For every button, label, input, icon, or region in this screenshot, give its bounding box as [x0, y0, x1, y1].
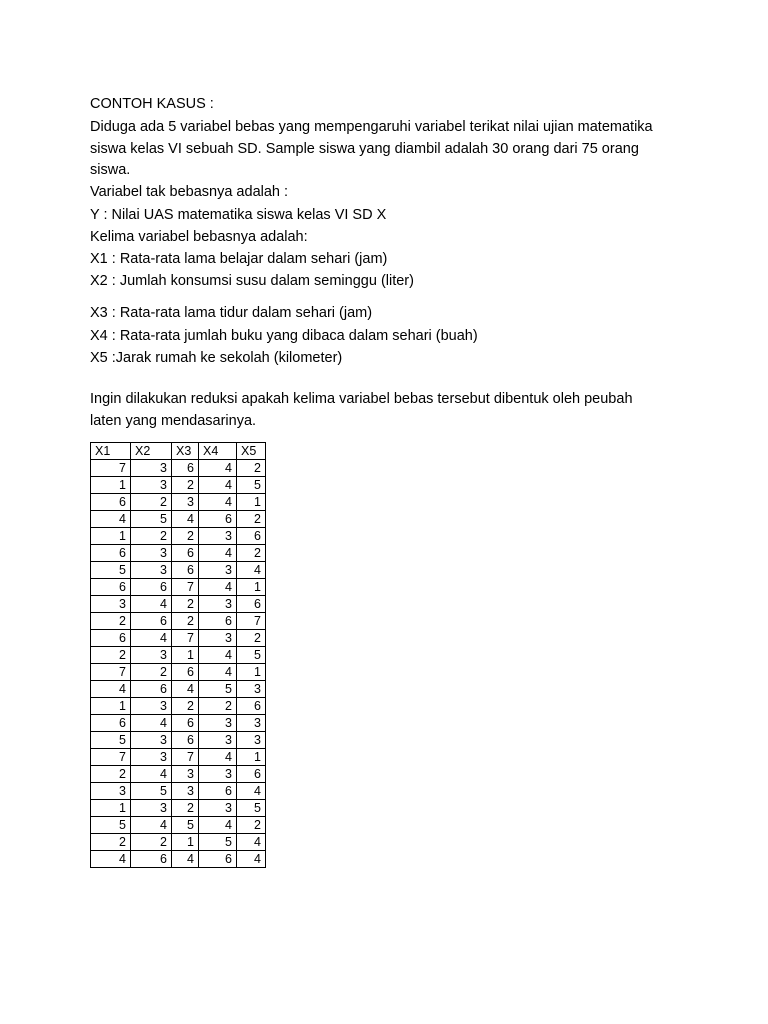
table-row: [91, 766, 266, 783]
table-cell-x3: 2: [172, 613, 199, 630]
table-cell-x2: 3: [131, 647, 172, 664]
paragraph-line: Diduga ada 5 variabel bebas yang mempengaruhi variabel terikat nilai ujian matematika: [90, 119, 653, 135]
table-cell-x1: 1: [91, 800, 131, 817]
table-cell-x2: 2: [131, 494, 172, 511]
table-cell-x4: 4: [199, 817, 237, 834]
table-cell-x2: 5: [131, 783, 172, 800]
table-cell-x3: 6: [172, 545, 199, 562]
table-cell-x1: 7: [91, 664, 131, 681]
table-cell-x1: 4: [91, 681, 131, 698]
table-cell-x2: 2: [131, 528, 172, 545]
table-cell-x4: 3: [199, 562, 237, 579]
table-row: [91, 630, 266, 647]
table-row: [91, 562, 266, 579]
table-cell-x5: 7: [237, 613, 266, 630]
paragraph-line: laten yang mendasarinya.: [90, 413, 257, 429]
table-cell-x3: 7: [172, 630, 199, 647]
column-header-x3: X3: [172, 443, 199, 460]
table-cell-x3: 2: [172, 477, 199, 494]
table-cell-x1: 2: [91, 834, 131, 851]
table-cell-x1: 5: [91, 732, 131, 749]
variable-x1: X1 : Rata-rata lama belajar dalam sehari (jam): [90, 251, 388, 267]
table-cell-x1: 7: [91, 460, 131, 477]
table-row: [91, 494, 266, 511]
table-cell-x4: 3: [199, 766, 237, 783]
table-cell-x4: 6: [199, 851, 237, 868]
table-cell-x2: 4: [131, 766, 172, 783]
table-cell-x3: 1: [172, 834, 199, 851]
table-cell-x4: 4: [199, 545, 237, 562]
table-cell-x5: 2: [237, 817, 266, 834]
table-cell-x5: 1: [237, 579, 266, 596]
table-cell-x5: 4: [237, 783, 266, 800]
table-cell-x3: 4: [172, 851, 199, 868]
table-cell-x3: 2: [172, 698, 199, 715]
table-cell-x1: 6: [91, 630, 131, 647]
table-row: [91, 647, 266, 664]
table-cell-x2: 3: [131, 749, 172, 766]
table-cell-x4: 3: [199, 596, 237, 613]
table-cell-x3: 1: [172, 647, 199, 664]
table-cell-x2: 6: [131, 681, 172, 698]
table-cell-x3: 6: [172, 460, 199, 477]
table-cell-x5: 6: [237, 698, 266, 715]
table-row: [91, 511, 266, 528]
table-cell-x1: 6: [91, 545, 131, 562]
table-cell-x1: 2: [91, 647, 131, 664]
table-cell-x1: 3: [91, 783, 131, 800]
table-cell-x3: 2: [172, 528, 199, 545]
column-header-x4: X4: [199, 443, 237, 460]
table-cell-x5: 2: [237, 630, 266, 647]
table-cell-x5: 1: [237, 749, 266, 766]
table-cell-x2: 4: [131, 715, 172, 732]
table-cell-x4: 4: [199, 579, 237, 596]
table-cell-x3: 6: [172, 732, 199, 749]
table-cell-x2: 4: [131, 630, 172, 647]
table-cell-x4: 3: [199, 630, 237, 647]
table-cell-x1: 6: [91, 579, 131, 596]
table-cell-x3: 6: [172, 562, 199, 579]
table-cell-x5: 1: [237, 664, 266, 681]
table-cell-x4: 2: [199, 698, 237, 715]
table-cell-x3: 5: [172, 817, 199, 834]
table-cell-x4: 3: [199, 732, 237, 749]
table-cell-x5: 2: [237, 460, 266, 477]
table-cell-x1: 7: [91, 749, 131, 766]
table-cell-x3: 3: [172, 783, 199, 800]
table-row: [91, 596, 266, 613]
table-cell-x5: 6: [237, 766, 266, 783]
table-cell-x5: 5: [237, 647, 266, 664]
table-cell-x2: 3: [131, 698, 172, 715]
table-cell-x5: 2: [237, 545, 266, 562]
table-cell-x4: 6: [199, 783, 237, 800]
data-table-body: [91, 443, 266, 868]
table-row: [91, 800, 266, 817]
table-cell-x4: 5: [199, 834, 237, 851]
table-row: [91, 460, 266, 477]
variable-x2: X2 : Jumlah konsumsi susu dalam seminggu (liter): [90, 273, 414, 289]
column-header-x1: X1: [91, 443, 131, 460]
table-cell-x4: 4: [199, 664, 237, 681]
table-cell-x5: 6: [237, 596, 266, 613]
table-cell-x1: 1: [91, 528, 131, 545]
data-table: [90, 442, 266, 868]
table-cell-x2: 4: [131, 596, 172, 613]
table-cell-x3: 4: [172, 511, 199, 528]
table-cell-x1: 2: [91, 613, 131, 630]
table-cell-x2: 3: [131, 477, 172, 494]
column-header-x5: X5: [237, 443, 266, 460]
table-cell-x5: 1: [237, 494, 266, 511]
table-cell-x4: 3: [199, 800, 237, 817]
table-cell-x2: 3: [131, 732, 172, 749]
table-cell-x5: 4: [237, 851, 266, 868]
table-row: [91, 732, 266, 749]
table-row: [91, 613, 266, 630]
table-cell-x1: 1: [91, 698, 131, 715]
table-cell-x1: 4: [91, 511, 131, 528]
table-cell-x4: 5: [199, 681, 237, 698]
table-row: [91, 715, 266, 732]
table-cell-x3: 2: [172, 596, 199, 613]
column-header-x2: X2: [131, 443, 172, 460]
table-row: [91, 579, 266, 596]
table-cell-x4: 6: [199, 613, 237, 630]
table-cell-x2: 2: [131, 834, 172, 851]
table-cell-x5: 3: [237, 715, 266, 732]
document-title: CONTOH KASUS :: [90, 96, 214, 112]
table-row: [91, 681, 266, 698]
table-cell-x4: 4: [199, 749, 237, 766]
table-row: [91, 477, 266, 494]
table-cell-x3: 7: [172, 579, 199, 596]
table-cell-x2: 3: [131, 460, 172, 477]
table-cell-x1: 1: [91, 477, 131, 494]
paragraph-line: siswa kelas VI sebuah SD. Sample siswa yang diambil adalah 30 orang dari 75 orang: [90, 141, 639, 157]
table-cell-x4: 4: [199, 494, 237, 511]
table-cell-x1: 6: [91, 715, 131, 732]
table-row: [91, 851, 266, 868]
dependent-intro: Variabel tak bebasnya adalah :: [90, 184, 289, 200]
variable-x3: X3 : Rata-rata lama tidur dalam sehari (jam): [90, 305, 373, 321]
table-cell-x2: 4: [131, 817, 172, 834]
table-cell-x2: 6: [131, 579, 172, 596]
table-cell-x5: 6: [237, 528, 266, 545]
table-cell-x3: 3: [172, 494, 199, 511]
table-cell-x5: 4: [237, 562, 266, 579]
table-row: [91, 783, 266, 800]
variable-x4: X4 : Rata-rata jumlah buku yang dibaca dalam sehari (buah): [90, 328, 478, 344]
table-row: [91, 834, 266, 851]
table-cell-x5: 5: [237, 477, 266, 494]
table-row: [91, 664, 266, 681]
table-cell-x4: 4: [199, 477, 237, 494]
table-cell-x1: 6: [91, 494, 131, 511]
table-cell-x4: 4: [199, 460, 237, 477]
table-cell-x2: 6: [131, 613, 172, 630]
table-cell-x1: 5: [91, 817, 131, 834]
table-cell-x1: 3: [91, 596, 131, 613]
table-cell-x2: 2: [131, 664, 172, 681]
table-cell-x3: 6: [172, 715, 199, 732]
variable-x5: X5 :Jarak rumah ke sekolah (kilometer): [90, 350, 343, 366]
table-cell-x1: 5: [91, 562, 131, 579]
table-row: [91, 749, 266, 766]
table-cell-x4: 3: [199, 528, 237, 545]
dependent-variable: Y : Nilai UAS matematika siswa kelas VI SD X: [90, 207, 387, 223]
table-cell-x2: 3: [131, 545, 172, 562]
table-cell-x3: 4: [172, 681, 199, 698]
table-cell-x1: 2: [91, 766, 131, 783]
table-cell-x2: 6: [131, 851, 172, 868]
table-cell-x1: 4: [91, 851, 131, 868]
table-cell-x3: 6: [172, 664, 199, 681]
table-row: [91, 545, 266, 562]
independent-intro: Kelima variabel bebasnya adalah:: [90, 229, 308, 245]
table-cell-x5: 4: [237, 834, 266, 851]
paragraph-line: Ingin dilakukan reduksi apakah kelima variabel bebas tersebut dibentuk oleh peubah: [90, 391, 633, 407]
table-cell-x3: 3: [172, 766, 199, 783]
paragraph-line: siswa.: [90, 162, 131, 178]
table-row: [91, 528, 266, 545]
table-cell-x4: 4: [199, 647, 237, 664]
table-cell-x5: 5: [237, 800, 266, 817]
table-cell-x4: 6: [199, 511, 237, 528]
table-cell-x3: 7: [172, 749, 199, 766]
table-cell-x2: 3: [131, 562, 172, 579]
table-header-row: [91, 443, 266, 460]
table-cell-x2: 5: [131, 511, 172, 528]
table-cell-x5: 3: [237, 681, 266, 698]
table-cell-x3: 2: [172, 800, 199, 817]
table-cell-x2: 3: [131, 800, 172, 817]
table-cell-x4: 3: [199, 715, 237, 732]
table-row: [91, 698, 266, 715]
table-row: [91, 817, 266, 834]
table-cell-x5: 3: [237, 732, 266, 749]
table-cell-x5: 2: [237, 511, 266, 528]
